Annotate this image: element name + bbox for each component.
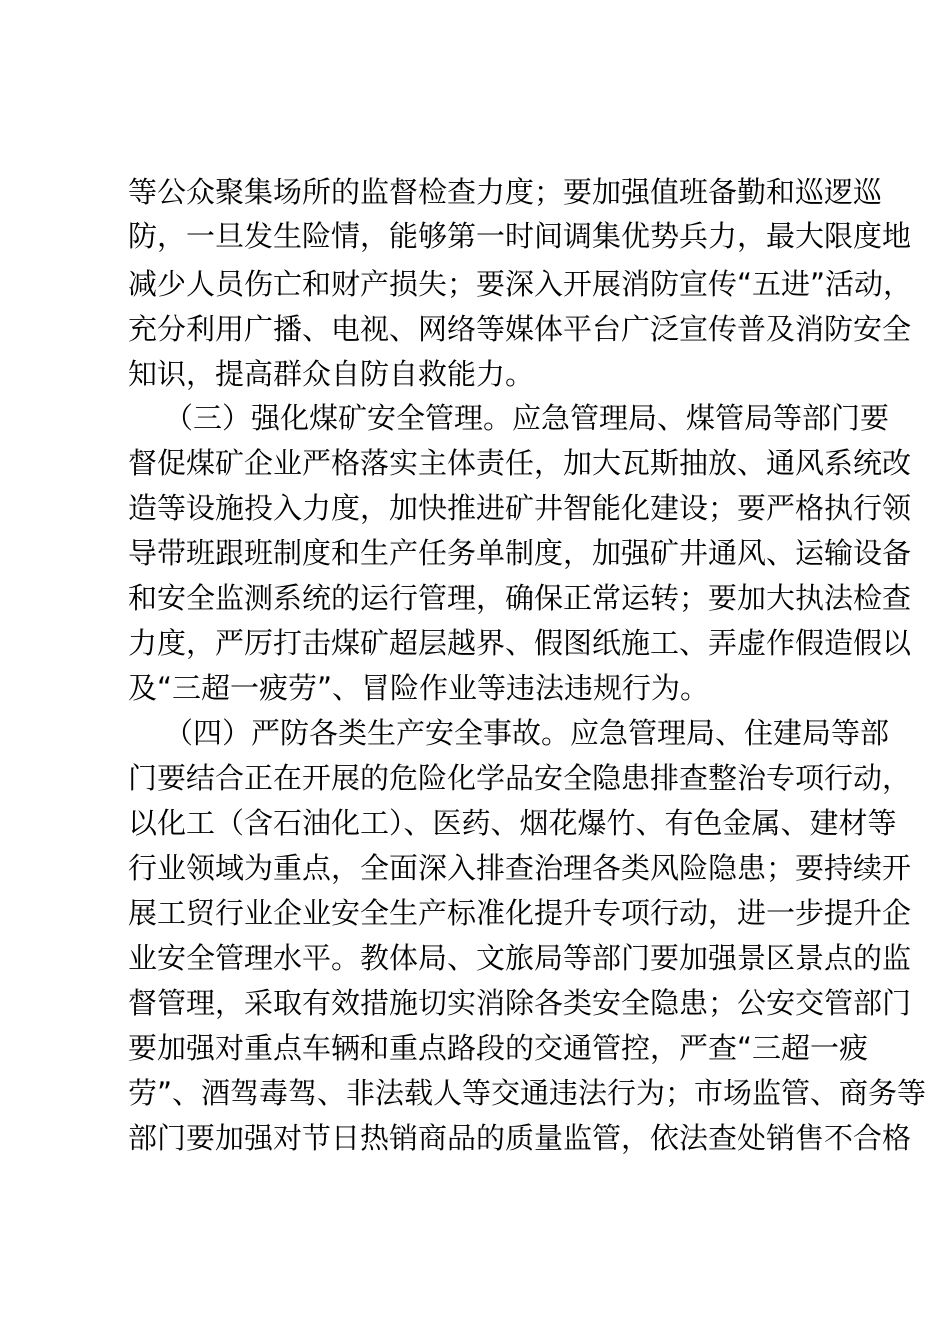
text-line: 和安全监测系统的运行管理，确保正常运转；要加大执法检查 [128, 581, 912, 615]
text-line: 督管理，采取有效措施切实消除各类安全隐患；公安交管部门 [128, 986, 912, 1020]
text-line: 导带班跟班制度和生产任务单制度，加强矿井通风、运输设备 [128, 536, 912, 570]
text-line: 及“三超一疲劳”、冒险作业等违法违规行为。 [128, 671, 710, 705]
text-line: 减少人员伤亡和财产损失；要深入开展消防宣传“五进”活动， [128, 267, 913, 301]
section-heading-three: （三）强化煤矿安全管理。应急管理局、煤管局等部门要 [164, 401, 890, 435]
text-line: 劳”、酒驾毒驾、非法载人等交通违法行为；市场监管、商务等 [128, 1076, 927, 1110]
text-line: 造等设施投入力度，加快推进矿井智能化建设；要严格执行领 [128, 491, 912, 525]
text-line: 力度，严厉打击煤矿超层越界、假图纸施工、弄虚作假造假以 [128, 626, 912, 660]
text-line: 门要结合正在开展的危险化学品安全隐患排查整治专项行动， [128, 761, 912, 795]
text-line: 等公众聚集场所的监督检查力度；要加强值班备勤和巡逻巡 [128, 175, 883, 209]
text-line: 充分利用广播、电视、网络等媒体平台广泛宣传普及消防安全 [128, 312, 912, 346]
text-line: 展工贸行业企业安全生产标准化提升专项行动，进一步提升企 [128, 896, 912, 930]
section-heading-four: （四）严防各类生产安全事故。应急管理局、住建局等部 [164, 716, 890, 750]
text-line: 部门要加强对节日热销商品的质量监管，依法查处销售不合格 [128, 1121, 912, 1155]
text-line: 督促煤矿企业严格落实主体责任，加大瓦斯抽放、通风系统改 [128, 446, 912, 480]
text-line: 业安全管理水平。教体局、文旅局等部门要加强景区景点的监 [128, 941, 912, 975]
text-line: 要加强对重点车辆和重点路段的交通管控，严查“三超一疲 [128, 1031, 869, 1065]
text-line: 知识，提高群众自防自救能力。 [128, 357, 535, 391]
text-line: 以化工（含石油化工）、医药、烟花爆竹、有色金属、建材等 [128, 806, 897, 840]
text-line: 防，一旦发生险情，能够第一时间调集优势兵力，最大限度地 [128, 219, 912, 253]
text-line: 行业领域为重点，全面深入排查治理各类风险隐患；要持续开 [128, 851, 912, 885]
